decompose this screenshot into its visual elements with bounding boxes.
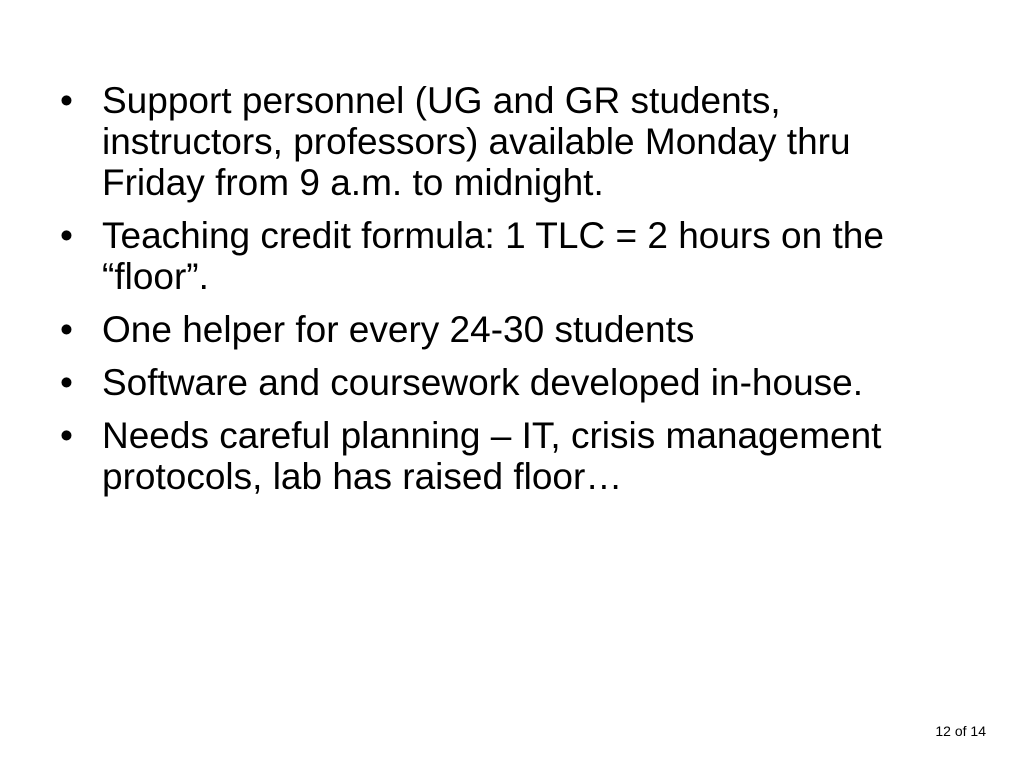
bullet-list [60,80,960,509]
bullet-item-helper-ratio [60,309,960,350]
bullet-marker: • [60,309,73,350]
bullet-text: Software and coursework developed in-house. [102,362,864,403]
bullet-item-software [60,362,960,403]
bullet-text: Teaching credit formula: 1 TLC = 2 hours on the “floor”. [102,215,884,297]
bullet-text: One helper for every 24-30 students [102,309,695,350]
bullet-text: Needs careful planning – IT, crisis management protocols, lab has raised floor… [102,415,882,497]
bullet-item-planning [60,415,960,497]
bullet-marker: • [60,215,73,256]
bullet-item-support-personnel [60,80,960,203]
bullet-marker: • [60,415,73,456]
bullet-marker: • [60,80,73,121]
bullet-marker: • [60,362,73,403]
page-number: 12 of 14 [935,723,986,739]
bullet-item-teaching-credit [60,215,960,297]
bullet-text: Support personnel (UG and GR students, instructors, professors) available Monday thru Friday from 9 a.m. to midnight. [102,80,851,203]
